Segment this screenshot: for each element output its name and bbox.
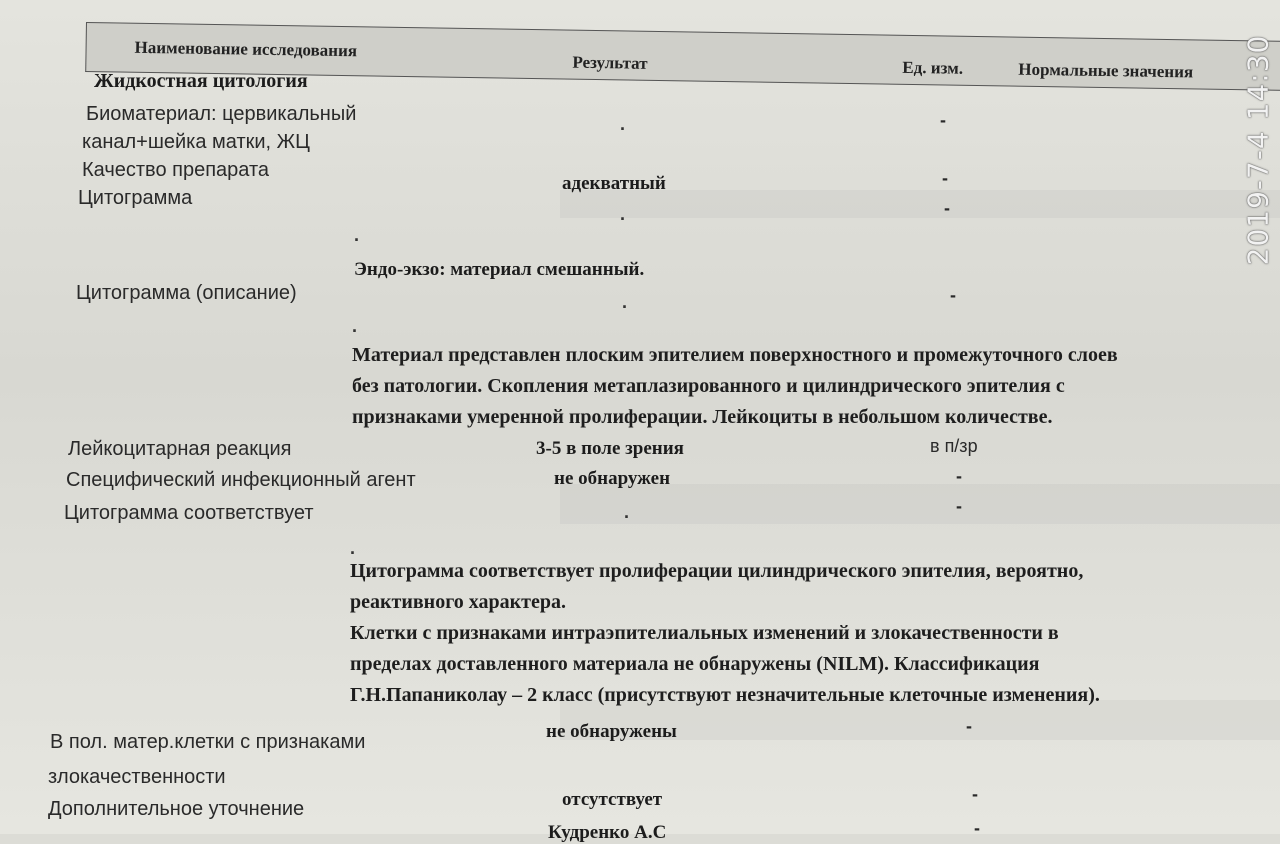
paragraph-line: признаками умеренной пролиферации. Лейкоциты в небольшом количестве. (352, 406, 1053, 428)
shade-band (560, 190, 1280, 218)
paragraph-line: реактивного характера. (350, 591, 566, 613)
unit-dash: - (944, 198, 950, 218)
unit-dash: - (972, 784, 978, 804)
unit-dash: - (940, 110, 946, 130)
unit-dash: - (966, 716, 972, 736)
unit-dash: - (942, 168, 948, 188)
unit-leukocyte: в п/зр (930, 436, 978, 456)
signature-partial: Кудренко А.С (548, 822, 667, 843)
endo-exo-text: Эндо-экзо: материал смешанный. (354, 259, 645, 280)
paragraph-dot: . (352, 316, 358, 336)
result-dot: . (620, 114, 626, 134)
conclusion-paragraph (350, 556, 1100, 711)
label-cytogram: Цитограмма (78, 187, 193, 209)
label-cytogram-description: Цитограмма (описание) (76, 282, 297, 304)
header-result: Результат (572, 52, 648, 73)
label-agent: Специфический инфекционный агент (66, 469, 416, 491)
shade-band (560, 484, 1280, 524)
section-title: Жидкостная цитология (94, 70, 308, 92)
result-dot: . (622, 292, 628, 312)
label-leukocyte: Лейкоцитарная реакция (68, 438, 292, 460)
paragraph-line: Материал представлен плоским эпителием поверхностного и промежуточного слоев (352, 344, 1118, 366)
paragraph-line: Цитограмма соответствует пролиферации цилиндрического эпителия, вероятно, (350, 560, 1084, 582)
description-paragraph (352, 340, 1118, 433)
header-unit: Ед. изм. (902, 57, 964, 78)
paragraph-line: Г.Н.Папаниколау – 2 класс (присутствуют незначительные клеточные изменения). (350, 684, 1100, 706)
unit-dash: - (950, 285, 956, 305)
label-malignant-1: В пол. матер.клетки с признаками (50, 731, 366, 753)
paragraph-line: без патологии. Скопления метаплазированного и цилиндрического эпителия с (352, 375, 1065, 397)
photo-timestamp: 2019-7-4 14:30 (1241, 34, 1275, 266)
unit-dash: - (956, 496, 962, 516)
result-dot: . (624, 502, 630, 522)
result-leukocyte: 3-5 в поле зрения (536, 438, 684, 459)
label-biomaterial-1: Биоматериал: цервикальный (86, 103, 357, 125)
label-cytogram-matches: Цитограмма соответствует (64, 502, 314, 524)
paragraph-line: Клетки с признаками интраэпителиальных изменений и злокачественности в (350, 622, 1059, 644)
result-dot: . (620, 204, 626, 224)
unit-dash: - (974, 818, 980, 838)
label-additional: Дополнительное уточнение (48, 798, 305, 820)
result-additional: отсутствует (562, 789, 663, 810)
unit-dash: - (956, 466, 962, 486)
paragraph-dot: . (350, 538, 356, 558)
result-agent: не обнаружен (554, 468, 671, 489)
paragraph-line: пределах доставленного материала не обнаружены (NILM). Классификация (350, 653, 1040, 675)
paragraph-dot: . (354, 225, 360, 245)
label-biomaterial-2: канал+шейка матки, ЖЦ (82, 131, 310, 153)
result-quality: адекватный (562, 173, 666, 194)
result-malignant: не обнаружены (546, 721, 677, 742)
label-quality: Качество препарата (82, 159, 270, 181)
header-norm: Нормальные значения (1018, 59, 1194, 82)
label-malignant-2: злокачественности (48, 766, 226, 788)
header-name: Наименование исследования (134, 37, 358, 61)
